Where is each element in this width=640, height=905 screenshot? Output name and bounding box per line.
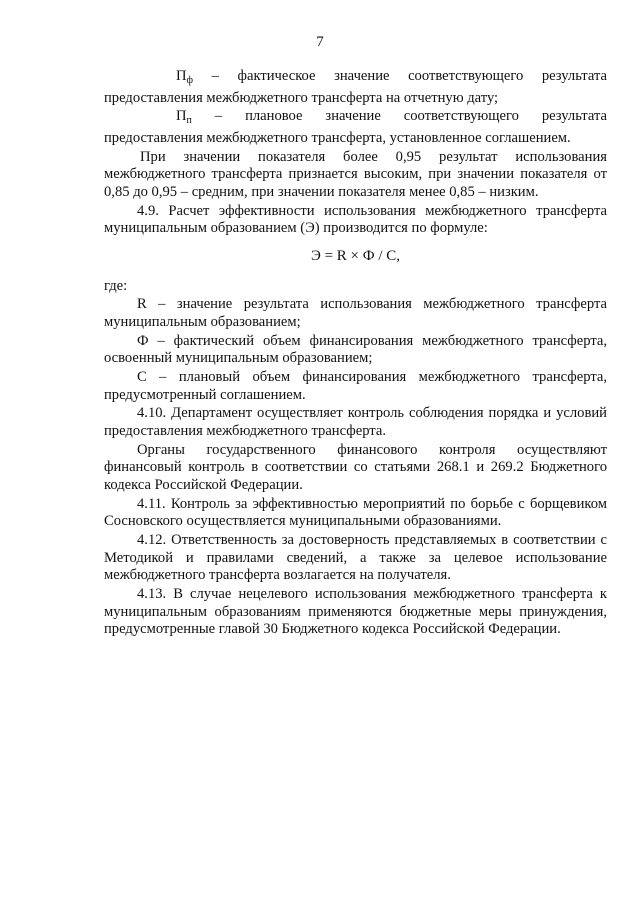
paragraph-pf-definition	[104, 68, 607, 107]
paragraph-pf-text: – фактическое значение соответствующего результата предоставления межбюджетного трансферта на отчетную дату;	[104, 68, 607, 106]
paragraph-financial-control: Органы государственного финансового контроля осуществляют финансовый контроль в соответствии со статьями 268.1 и 269.2 Бюджетного кодекса Российской Федерации.	[104, 441, 607, 493]
paragraph-4-13: 4.13. В случае нецелевого использования межбюджетного трансферта к муниципальным образованиям применяются бюджетные меры принуждения, предусмотренные главой 30 Бюджетного кодекса Российской Федерации.	[104, 586, 607, 638]
document-body	[104, 68, 607, 640]
paragraph-c-definition: С – плановый объем финансирования межбюджетного трансферта, предусмотренный соглашением.	[104, 369, 607, 403]
symbol-pf-letter: П	[176, 68, 187, 84]
paragraph-threshold: При значении показателя более 0,95 результат использования межбюджетного трансферта признается высоким, при значении показателя от 0,85 до 0,95 – средним, при значении показателя менее 0,85 – низким.	[104, 148, 607, 200]
paragraph-4-9: 4.9. Расчет эффективности использования межбюджетного трансферта муниципальным образованием (Э) производится по формуле:	[104, 202, 607, 237]
symbol-pp-letter: П	[176, 108, 187, 125]
paragraph-f-definition: Ф – фактический объем финансирования межбюджетного трансферта, освоенный муниципальным образованием;	[104, 332, 607, 367]
symbol-pf	[140, 68, 193, 90]
paragraph-pp-definition	[104, 108, 607, 147]
page-number: 7	[316, 34, 324, 50]
paragraph-pp-text: – плановое значение соответствующего результата предоставления межбюджетного трансферта, установленное соглашением.	[104, 108, 607, 146]
paragraph-r-definition: R – значение результата использования межбюджетного трансферта муниципальным образованием;	[104, 296, 607, 330]
symbol-pp	[140, 108, 192, 130]
symbol-pf-subscript: ф	[186, 75, 194, 86]
formula: Э = R × Ф / С,	[310, 247, 401, 264]
paragraph-4-10: 4.10. Департамент осуществляет контроль соблюдения порядка и условий предоставления межбюджетного трансферта.	[104, 405, 607, 439]
paragraph-4-11: 4.11. Контроль за эффективностью мероприятий по борьбе с борщевиком Сосновского осуществляется муниципальными образованиями.	[104, 495, 607, 530]
symbol-pp-subscript: п	[186, 115, 192, 127]
paragraph-4-12: 4.12. Ответственность за достоверность представляемых в соответствии с Методикой и правилами сведений, а также за целевое использование межбюджетного трансферта возлагается на получателя.	[104, 532, 607, 584]
where-label: где:	[104, 277, 128, 294]
